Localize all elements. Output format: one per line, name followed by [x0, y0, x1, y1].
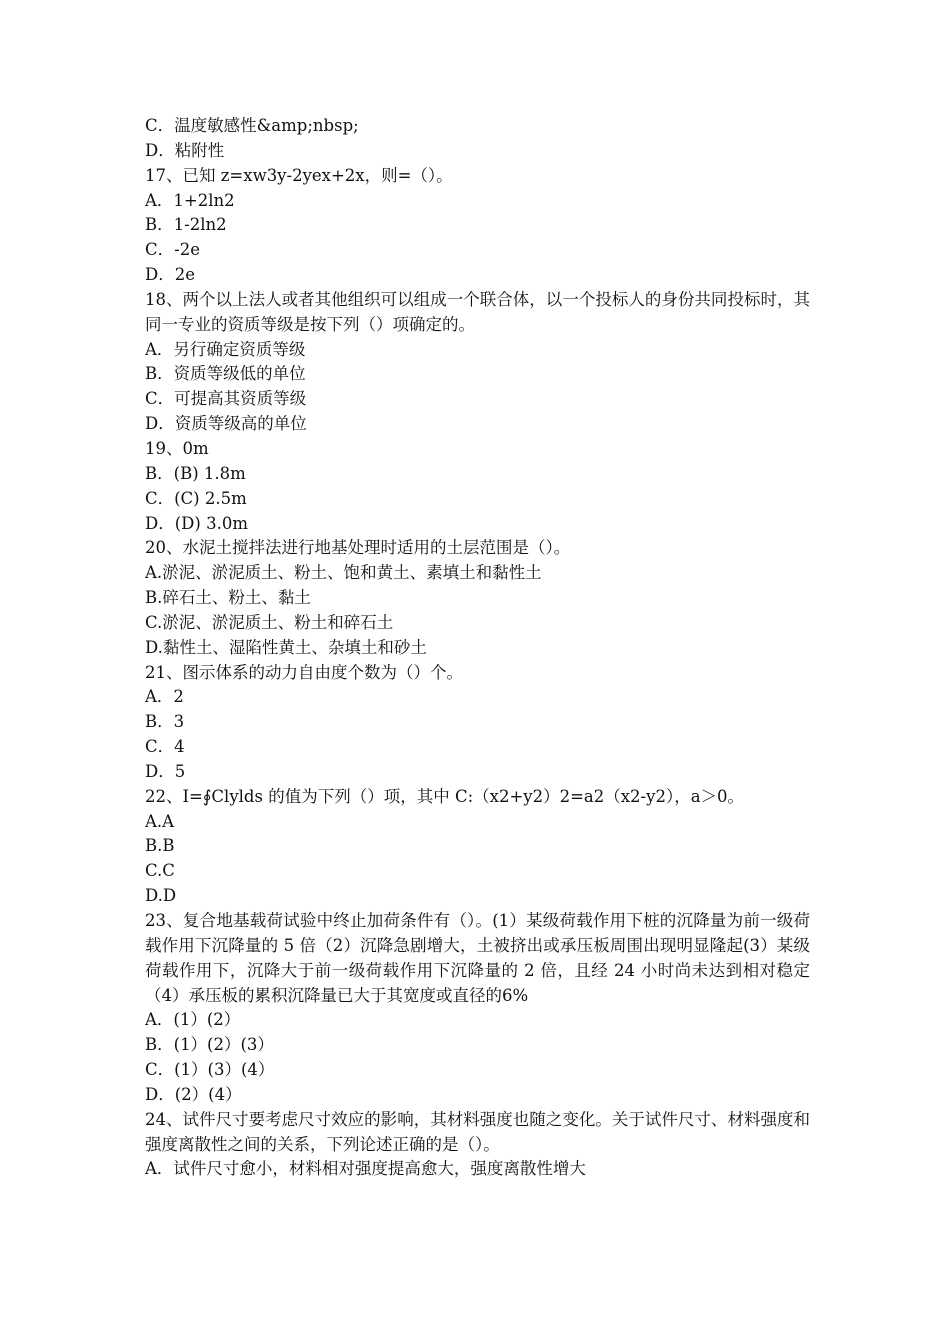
option-d-17: D．2e — [145, 265, 195, 285]
question-18: 18、两个以上法人或者其他组织可以组成一个联合体，以一个投标人的身份共同投标时，其同一专业的资质等级是按下列（）项确定的。 — [145, 289, 810, 334]
option-b-19: B．(B) 1.8m — [145, 463, 246, 483]
question-19: 19、0m — [145, 438, 209, 458]
option-c-23: C．(1）(3）(4） — [145, 1060, 275, 1080]
option-d-21: D．5 — [145, 761, 186, 781]
option-c-17: C．-2e — [145, 240, 200, 260]
option-d-22: D.D — [145, 886, 177, 906]
option-d-18: D．资质等级高的单位 — [145, 414, 307, 434]
option-b-22: B.B — [145, 836, 175, 856]
question-21: 21、图示体系的动力自由度个数为（）个。 — [145, 662, 463, 682]
question-22: 22、I=∮Clylds 的值为下列（）项，其中 C:（x2+y2）2=a2（x2-y2），a＞0。 — [145, 786, 745, 806]
option-a-17: A．1+2ln2 — [145, 190, 235, 210]
option-c-20: C.淤泥、淤泥质土、粉土和碎石土 — [145, 612, 394, 632]
question-24: 24、试件尺寸要考虑尺寸效应的影响，其材料强度也随之变化。关于试件尺寸、材料强度和强度离散性之间的关系，下列论述正确的是（）。 — [145, 1109, 810, 1154]
option-b-17: B．1-2ln2 — [145, 215, 227, 235]
option-b-18: B．资质等级低的单位 — [145, 364, 306, 384]
option-d-20: D.黏性土、湿陷性黄土、杂填土和砂土 — [145, 637, 427, 657]
question-20: 20、水泥土搅拌法进行地基处理时适用的土层范围是（）。 — [145, 538, 571, 558]
option-c-18: C．可提高其资质等级 — [145, 389, 307, 409]
option-b-21: B．3 — [145, 712, 185, 732]
option-c-19: C．(C) 2.5m — [145, 488, 247, 508]
option-a-18: A．另行确定资质等级 — [145, 339, 306, 359]
option-a-20: A.淤泥、淤泥质土、粉土、饱和黄土、素填土和黏性土 — [145, 563, 542, 583]
option-d-19: D．(D) 3.0m — [145, 513, 248, 533]
option-c-22: C.C — [145, 861, 175, 881]
option-a-21: A．2 — [145, 687, 184, 707]
option-a-24: A．试件尺寸愈小，材料相对强度提高愈大，强度离散性增大 — [145, 1159, 586, 1179]
option-a-23: A．(1）(2） — [145, 1010, 241, 1030]
option-d-23: D．(2）(4） — [145, 1084, 242, 1104]
document-body — [145, 114, 810, 1182]
option-a-22: A.A — [145, 811, 175, 831]
option-d-16: D．粘附性 — [145, 140, 225, 160]
question-17: 17、已知 z=xw3y-2yex+2x，则=（）。 — [145, 165, 453, 185]
option-c-21: C．4 — [145, 737, 185, 757]
question-23: 23、复合地基载荷试验中终止加荷条件有（）。(1）某级荷载作用下桩的沉降量为前一级荷载作用下沉降量的 5 倍（2）沉降急剧增大，土被挤出或承压板周围出现明显隆起(3）某级荷载作用下，沉降大于前一级荷载作用下沉降量的 2 倍，且经 24 小时尚未达到相对稳定（4）承压板的累积沉降量已大于其宽度或直径的6% — [145, 911, 810, 1005]
option-c-16: C．温度敏感性&amp;nbsp; — [145, 116, 359, 135]
option-b-20: B.碎石土、粉土、黏土 — [145, 588, 311, 608]
option-b-23: B．(1）(2）(3） — [145, 1035, 274, 1055]
